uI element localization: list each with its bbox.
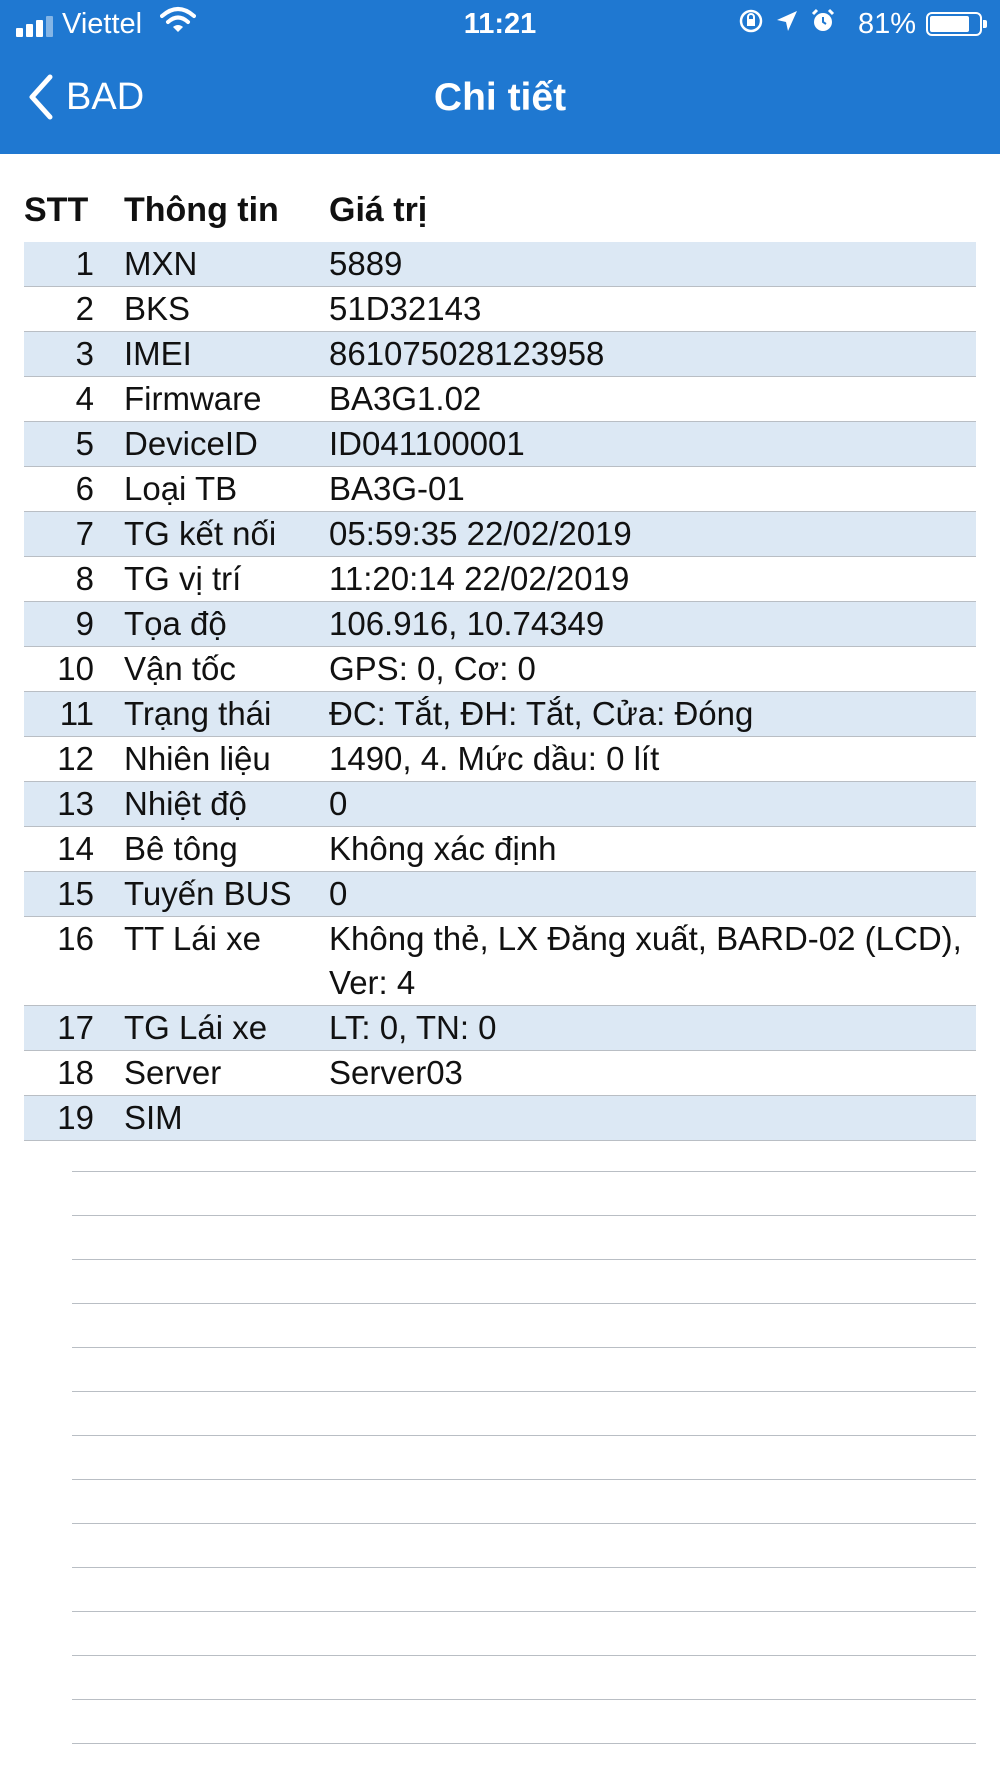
table-row[interactable]	[24, 1006, 976, 1051]
row-value: Không thẻ, LX Đăng xuất, BARD-02 (LCD), Ver: 4	[329, 920, 962, 1001]
back-label: BAD	[66, 75, 145, 118]
column-header-value: Giá trị	[329, 190, 428, 229]
page-title: Chi tiết	[433, 76, 567, 119]
table-header	[24, 178, 976, 242]
table-body	[24, 242, 976, 1141]
empty-row-line	[72, 1568, 976, 1612]
empty-row-line	[72, 1216, 976, 1260]
table-row[interactable]	[24, 602, 976, 647]
empty-row-line	[72, 1700, 976, 1744]
row-info: BKS	[124, 290, 191, 327]
row-stt: 14	[57, 830, 94, 867]
status-icons	[738, 8, 836, 42]
empty-row-line	[72, 1480, 976, 1524]
empty-list-lines	[72, 1128, 976, 1744]
empty-row-line	[72, 1348, 976, 1392]
empty-row-line	[72, 1304, 976, 1348]
status-bar	[0, 0, 1000, 50]
column-header-stt: STT	[24, 190, 89, 229]
row-value: Server03	[329, 1054, 463, 1091]
row-stt: 18	[57, 1054, 94, 1091]
status-time: 11:21	[463, 8, 537, 40]
table-row[interactable]	[24, 647, 976, 692]
alarm-icon	[810, 8, 836, 42]
row-info: Server	[124, 1054, 222, 1091]
row-value: BA3G-01	[329, 470, 465, 507]
row-stt: 16	[57, 920, 94, 957]
row-value: 0	[329, 785, 348, 822]
empty-row-line	[72, 1128, 976, 1172]
row-stt: 3	[75, 335, 94, 372]
empty-row-line	[72, 1524, 976, 1568]
row-info: DeviceID	[124, 425, 258, 462]
table-row[interactable]	[24, 377, 976, 422]
top-bar	[0, 0, 1000, 154]
row-info: Trạng thái	[124, 695, 272, 732]
row-stt: 5	[75, 425, 94, 462]
row-stt: 17	[57, 1009, 94, 1046]
battery-percent: 81%	[858, 8, 917, 40]
row-value: LT: 0, TN: 0	[329, 1009, 497, 1046]
row-info: Nhiệt độ	[124, 785, 247, 822]
row-stt: 13	[57, 785, 94, 822]
carrier-name: Viettel	[62, 8, 143, 40]
table-row[interactable]	[24, 332, 976, 377]
row-info: Tọa độ	[124, 605, 227, 642]
empty-row-line	[72, 1260, 976, 1304]
row-info: Vận tốc	[124, 650, 236, 687]
table-row[interactable]	[24, 917, 976, 1006]
table-row[interactable]	[24, 827, 976, 872]
row-info: TT Lái xe	[124, 920, 261, 957]
row-info: Loại TB	[124, 470, 238, 507]
row-info: TG Lái xe	[124, 1009, 268, 1046]
battery-icon	[926, 12, 982, 36]
row-value: 1490, 4. Mức dầu: 0 lít	[329, 740, 660, 777]
row-value: 106.916, 10.74349	[329, 605, 605, 642]
battery-fill	[930, 16, 969, 32]
row-stt: 9	[75, 605, 94, 642]
row-value: 05:59:35 22/02/2019	[329, 515, 632, 552]
empty-row-line	[72, 1172, 976, 1216]
row-info: MXN	[124, 245, 198, 282]
table-row[interactable]	[24, 467, 976, 512]
row-stt: 10	[57, 650, 94, 687]
empty-row-line	[72, 1392, 976, 1436]
row-info: IMEI	[124, 335, 192, 372]
row-info: Bê tông	[124, 830, 238, 867]
row-value: 11:20:14 22/02/2019	[329, 560, 630, 597]
row-stt: 12	[57, 740, 94, 777]
row-info: Tuyến BUS	[124, 875, 292, 912]
row-stt: 1	[75, 245, 94, 282]
row-value: BA3G1.02	[329, 380, 482, 417]
row-info: TG kết nối	[124, 515, 277, 552]
table-row[interactable]	[24, 782, 976, 827]
table-row[interactable]	[24, 422, 976, 467]
table-row[interactable]	[24, 1051, 976, 1096]
empty-row-line	[72, 1612, 976, 1656]
table-row[interactable]	[24, 872, 976, 917]
row-value: ĐC: Tắt, ĐH: Tắt, Cửa: Đóng	[329, 695, 754, 732]
row-stt: 11	[59, 695, 94, 732]
row-info: TG vị trí	[124, 560, 242, 597]
row-value: ID041100001	[329, 425, 525, 462]
row-value: 0	[329, 875, 348, 912]
row-value: Không xác định	[329, 830, 557, 867]
table-row[interactable]	[24, 287, 976, 332]
table-row[interactable]	[24, 557, 976, 602]
empty-row-line	[72, 1436, 976, 1480]
column-header-info: Thông tin	[124, 190, 279, 229]
row-info: SIM	[124, 1099, 183, 1136]
table-row[interactable]	[24, 242, 976, 287]
table-row[interactable]	[24, 512, 976, 557]
row-value: 5889	[329, 245, 403, 282]
row-stt: 4	[75, 380, 94, 417]
detail-table	[24, 178, 976, 1141]
row-value: 861075028123958	[329, 335, 605, 372]
location-icon	[774, 8, 800, 42]
row-stt: 15	[57, 875, 94, 912]
table-row[interactable]	[24, 737, 976, 782]
table-row[interactable]	[24, 692, 976, 737]
row-stt: 7	[75, 515, 94, 552]
row-info: Firmware	[124, 380, 262, 417]
row-value: GPS: 0, Cơ: 0	[329, 650, 536, 687]
row-stt: 8	[75, 560, 94, 597]
row-stt: 19	[57, 1099, 94, 1136]
row-stt: 6	[75, 470, 94, 507]
row-stt: 2	[75, 290, 94, 327]
row-value: 51D32143	[329, 290, 482, 327]
row-info: Nhiên liệu	[124, 740, 271, 777]
orientation-lock-icon	[738, 8, 764, 42]
empty-row-line	[72, 1656, 976, 1700]
